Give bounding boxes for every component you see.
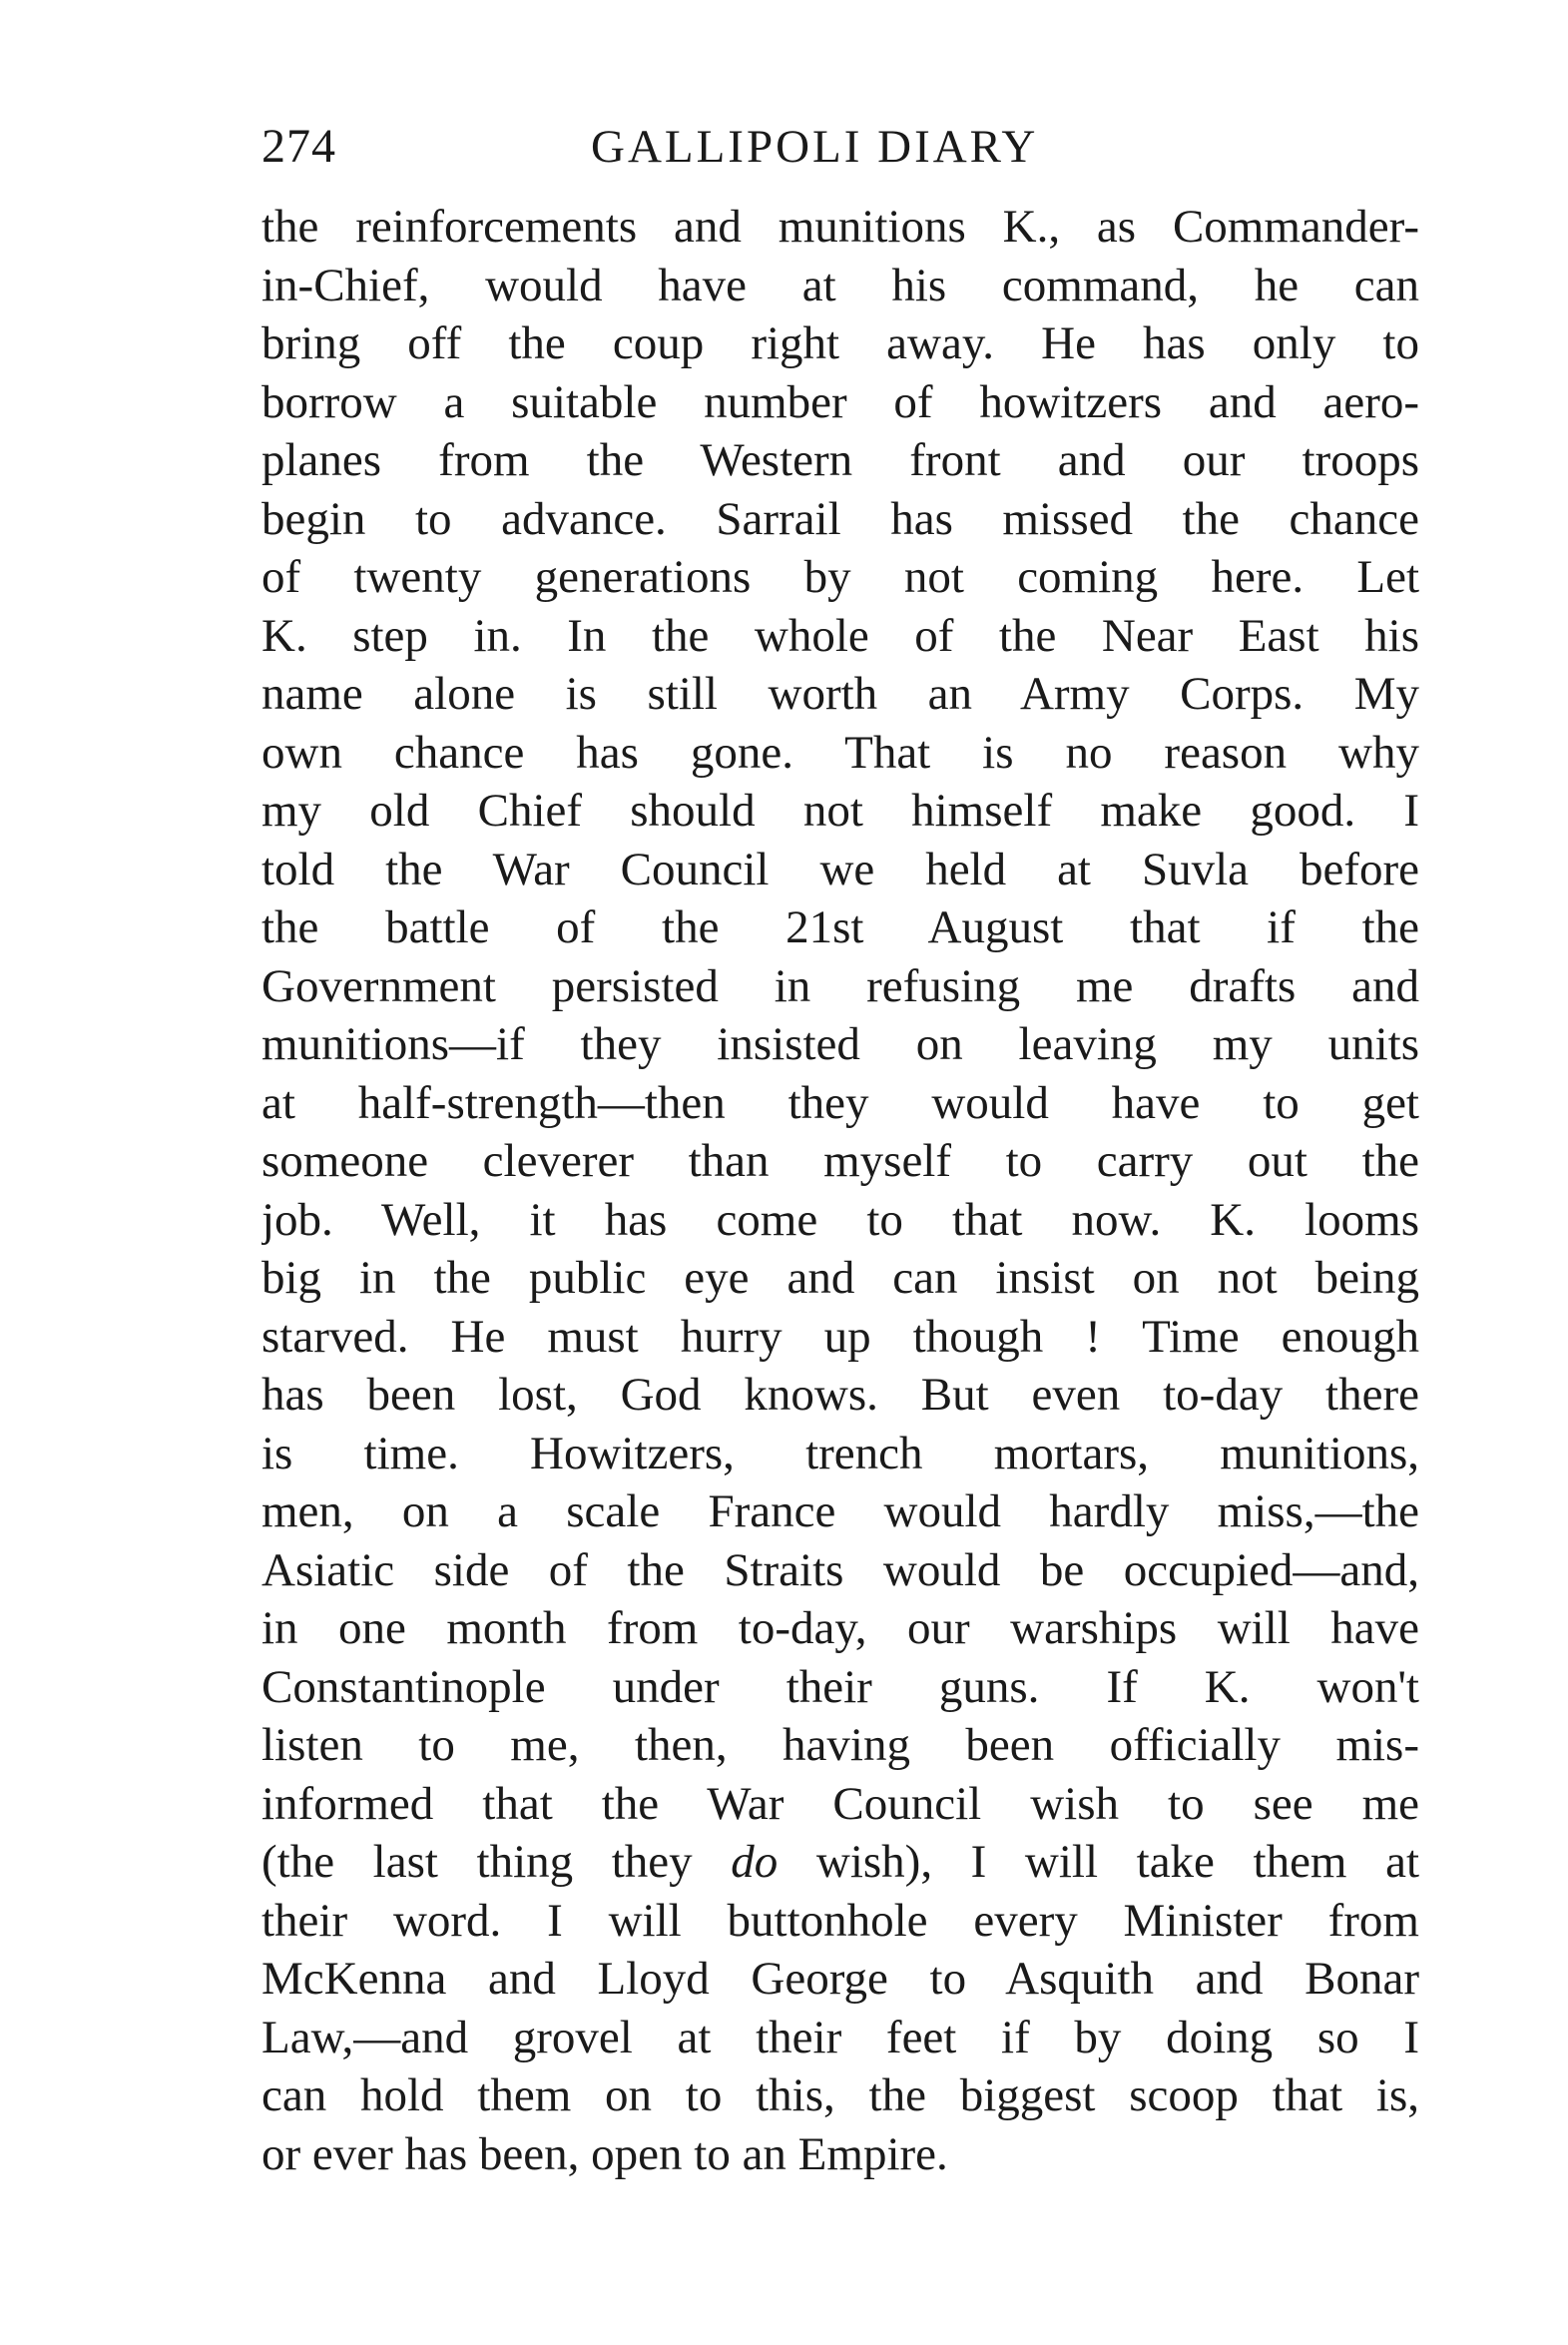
text-line: of twenty generations by not coming here. Let — [261, 551, 1419, 603]
running-head — [261, 112, 1419, 182]
text-line: job. Well, it has come to that now. K. looms — [261, 1193, 1419, 1246]
text-line: starved. He must hurry up though ! Time enough — [261, 1310, 1419, 1363]
text-line: planes from the Western front and our troops — [261, 434, 1419, 486]
text-line: name alone is still worth an Army Corps. My — [261, 668, 1419, 720]
text-line: men, on a scale France would hardly miss,—the — [261, 1485, 1419, 1537]
text-line: my old Chief should not himself make good. I — [261, 785, 1419, 837]
italic-word: do — [731, 1836, 779, 1888]
text-line: begin to advance. Sarrail has missed the chance — [261, 492, 1419, 545]
text-line: bring off the coup right away. He has only to — [261, 317, 1419, 369]
text-line: own chance has gone. That is no reason why — [261, 726, 1419, 779]
text-line: in-Chief, would have at his command, he can — [261, 259, 1419, 311]
text-line: has been lost, God knows. But even to-day there — [261, 1369, 1419, 1421]
text-line: in one month from to-day, our warships will have — [261, 1602, 1419, 1654]
text-line: is time. Howitzers, trench mortars, munitions, — [261, 1427, 1419, 1479]
text-line: the battle of the 21st August that if the — [261, 901, 1419, 953]
text-line: someone cleverer than myself to carry out the — [261, 1135, 1419, 1187]
text-line: Government persisted in refusing me drafts and — [261, 959, 1419, 1012]
text-line: the reinforcements and munitions K., as Commander- — [261, 201, 1419, 253]
text-line: can hold them on to this, the biggest scoop that is, — [261, 2069, 1419, 2121]
text-line: McKenna and Lloyd George to Asquith and Bonar — [261, 1953, 1419, 2005]
text-line: told the War Council we held at Suvla before — [261, 843, 1419, 895]
text-line: or ever has been, open to an Empire. — [261, 2127, 948, 2180]
text-line: Law,—and grovel at their feet if by doing so I — [261, 2011, 1419, 2063]
running-title: GALLIPOLI DIARY — [591, 121, 1039, 173]
text-line: munitions—if they insisted on leaving my units — [261, 1018, 1419, 1070]
text-line-part: wish), I will take them at — [778, 1836, 1419, 1888]
text-line: Asiatic side of the Straits would be occupied—and, — [261, 1543, 1419, 1596]
body-text — [261, 198, 1419, 2183]
text-line: borrow a suitable number of howitzers and aero- — [261, 375, 1419, 428]
page-number: 274 — [261, 120, 336, 173]
text-line: at half-strength—then they would have to get — [261, 1076, 1419, 1129]
text-line: informed that the War Council wish to see me — [261, 1777, 1419, 1830]
text-line: their word. I will buttonhole every Minister from — [261, 1894, 1419, 1947]
text-line: big in the public eye and can insist on not being — [261, 1252, 1419, 1304]
text-line — [261, 1833, 1419, 1892]
text-line: K. step in. In the whole of the Near East his — [261, 609, 1419, 662]
text-line: Constantinople under their guns. If K. won't — [261, 1660, 1419, 1713]
text-line: listen to me, then, having been officially mis- — [261, 1719, 1419, 1771]
text-line-part: (the last thing they — [261, 1836, 732, 1888]
